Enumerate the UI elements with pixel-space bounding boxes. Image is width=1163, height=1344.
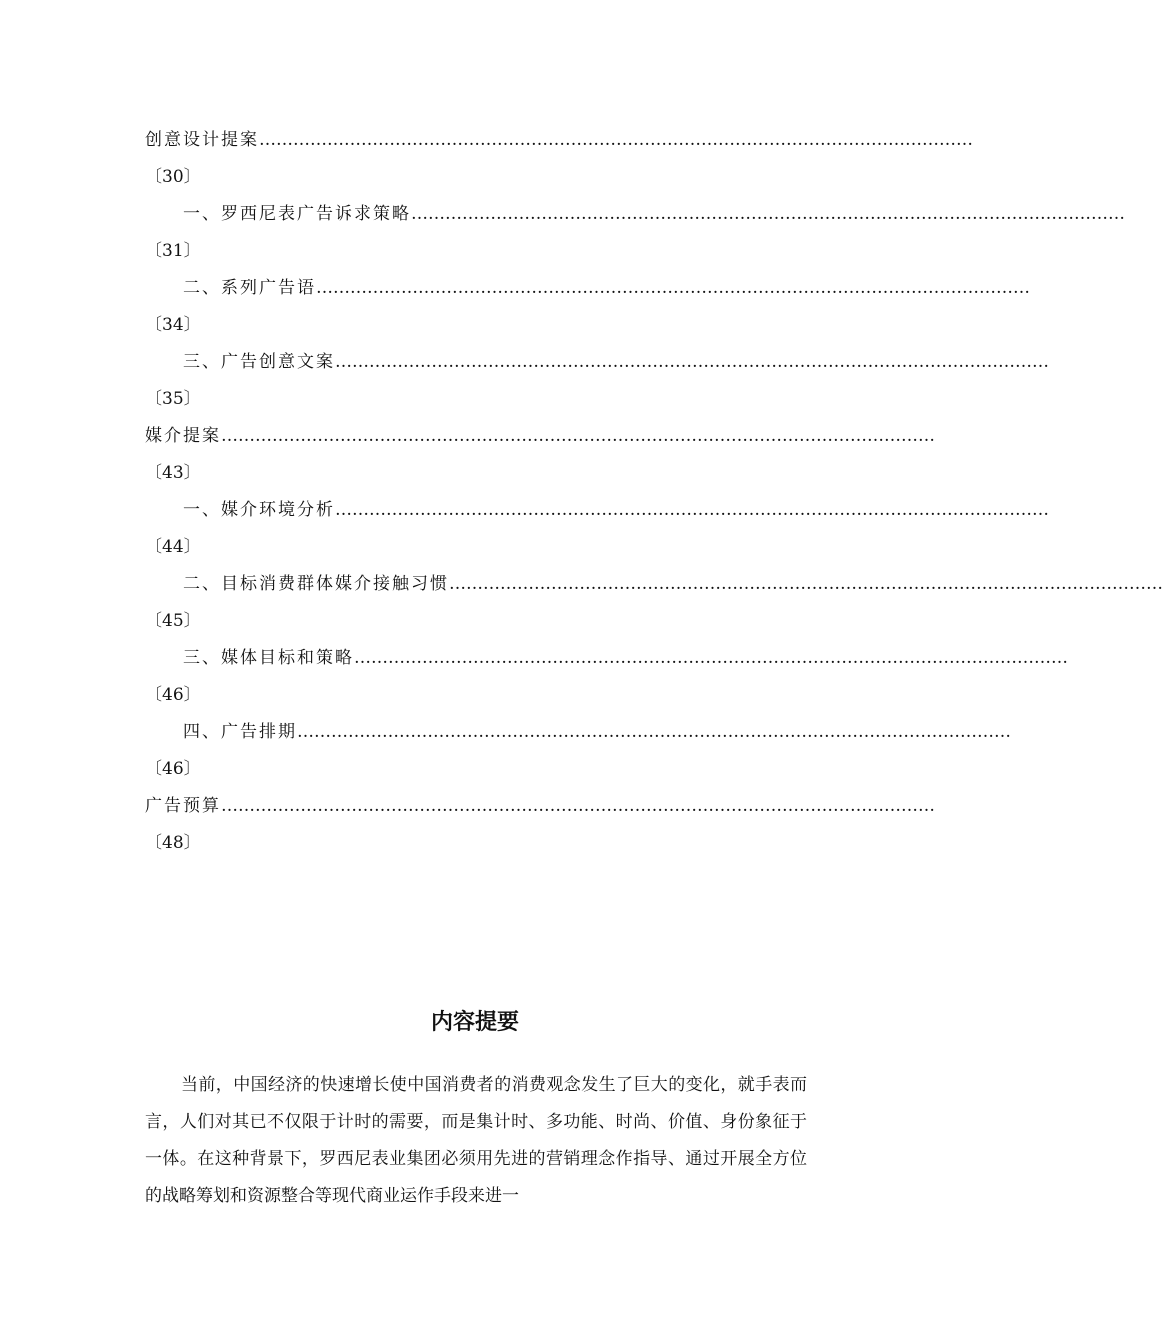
toc-entry-page: 〔46〕 xyxy=(145,759,201,779)
toc-entry-title: 三、媒体目标和策略 xyxy=(183,648,354,668)
toc-entry[interactable] xyxy=(145,640,1068,714)
toc-leader-dots: ……………………………………………………………………………………………………………… xyxy=(316,278,1030,298)
toc-entry-title: 媒介提案 xyxy=(145,426,221,446)
toc-entry-page: 〔48〕 xyxy=(145,833,201,853)
toc-leader-dots: ……………………………………………………………………………………………………………… xyxy=(297,722,1011,742)
toc-leader-dots: ……………………………………………………………………………………………………………… xyxy=(221,796,935,816)
toc-entry-title: 一、媒介环境分析 xyxy=(183,500,335,520)
toc-entry-line xyxy=(145,566,1163,603)
toc-entry-title: 三、广告创意文案 xyxy=(183,352,335,372)
toc-entry-line xyxy=(145,788,935,825)
table-of-contents xyxy=(145,122,1163,862)
toc-entry-title: 广告预算 xyxy=(145,796,221,816)
toc-entry-title: 一、罗西尼表广告诉求策略 xyxy=(183,204,411,224)
toc-leader-dots: ……………………………………………………………………………………………………………… xyxy=(259,130,973,150)
toc-entry[interactable] xyxy=(145,344,1049,418)
toc-entry-line xyxy=(145,270,1030,307)
toc-entry-title: 四、广告排期 xyxy=(183,722,297,742)
toc-entry-line xyxy=(145,344,1049,381)
toc-entry-page: 〔35〕 xyxy=(145,389,201,409)
toc-entry-title: 二、目标消费群体媒介接触习惯 xyxy=(183,574,449,594)
toc-entry-title: 二、系列广告语 xyxy=(183,278,316,298)
toc-entry-line xyxy=(145,196,1125,233)
toc-entry[interactable] xyxy=(145,788,935,862)
toc-entry[interactable] xyxy=(145,714,1011,788)
toc-entry[interactable] xyxy=(145,566,1163,640)
toc-entry-line xyxy=(145,418,935,455)
toc-entry-page: 〔30〕 xyxy=(145,167,201,187)
toc-entry-line xyxy=(145,492,1049,529)
summary-heading: 内容提要 xyxy=(430,1010,519,1035)
toc-entry[interactable] xyxy=(145,492,1049,566)
toc-leader-dots: ……………………………………………………………………………………………………………… xyxy=(449,574,1163,594)
toc-entry-title: 创意设计提案 xyxy=(145,130,259,150)
toc-entry-line xyxy=(145,640,1068,677)
toc-entry-page: 〔31〕 xyxy=(145,241,201,261)
toc-entry-line xyxy=(145,122,973,159)
toc-entry-page: 〔46〕 xyxy=(145,685,201,705)
toc-entry-page: 〔44〕 xyxy=(145,537,201,557)
toc-entry[interactable] xyxy=(145,122,973,196)
toc-entry-page: 〔34〕 xyxy=(145,315,201,335)
toc-entry-line xyxy=(145,714,1011,751)
toc-entry-page: 〔43〕 xyxy=(145,463,201,483)
toc-leader-dots: ……………………………………………………………………………………………………………… xyxy=(335,500,1049,520)
summary-paragraph: 当前，中国经济的快速增长使中国消费者的消费观念发生了巨大的变化，就手表而言，人们对其已不仅限于计时的需要，而是集计时、多功能、时尚、价值、身份象征于一体。在这种背景下，罗西尼表业集团必须用先进的营销理念作指导、通过开展全方位的战略筹划和资源整合等现代商业运作手段来进一 xyxy=(145,1075,807,1206)
toc-entry[interactable] xyxy=(145,418,935,492)
toc-leader-dots: ……………………………………………………………………………………………………………… xyxy=(354,648,1068,668)
toc-leader-dots: ……………………………………………………………………………………………………………… xyxy=(221,426,935,446)
toc-entry[interactable] xyxy=(145,196,1125,270)
toc-entry[interactable] xyxy=(145,270,1030,344)
toc-leader-dots: ……………………………………………………………………………………………………………… xyxy=(335,352,1049,372)
toc-entry-page: 〔45〕 xyxy=(145,611,201,631)
toc-leader-dots: ……………………………………………………………………………………………………………… xyxy=(411,204,1125,224)
